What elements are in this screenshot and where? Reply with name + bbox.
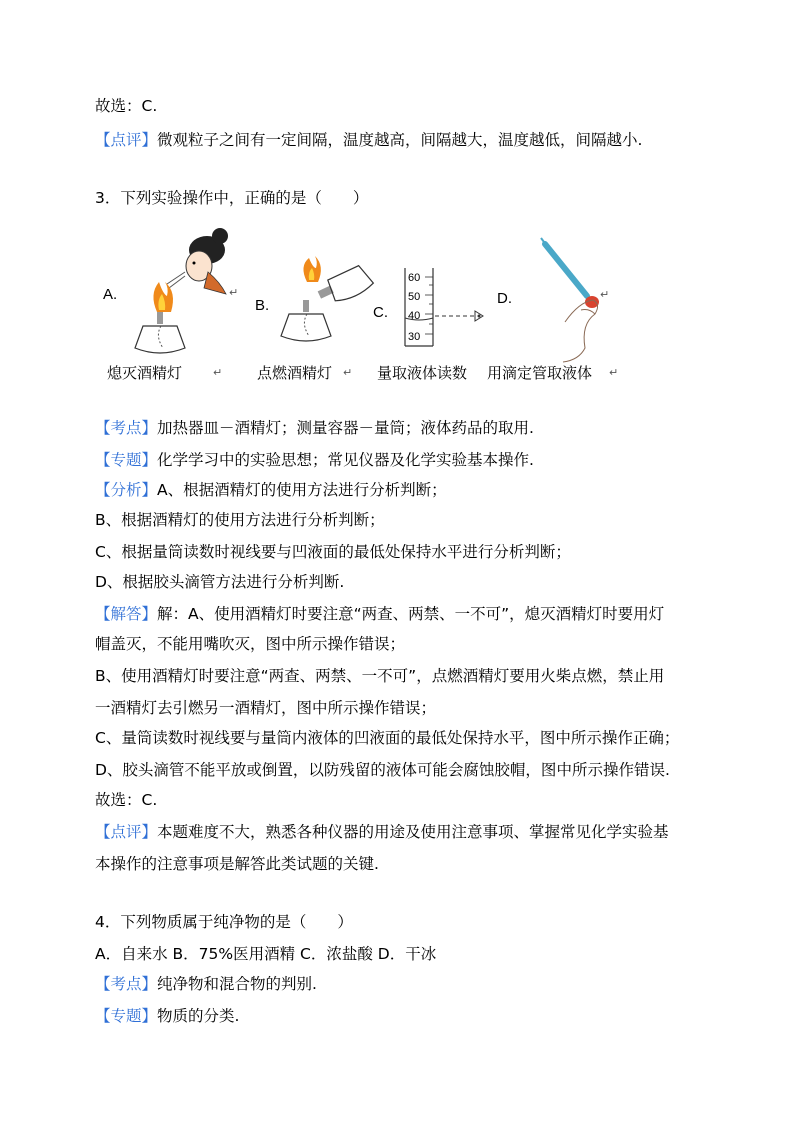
q4-kaodian-tag: 【考点】 [95,975,158,993]
jieda-line-4: C、量筒读数时视线要与量筒内液体的凹液面的最低处保持水平，图中所示操作正确； [95,729,680,747]
question-4-options: A．自来水 B．75%医用酒精 C．浓盐酸 D．干冰 [95,945,437,963]
comment-line: 【点评】微观粒子之间有一定间隔，温度越高，间隔越大，温度越低，间隔越小. [95,131,643,149]
fenxi-line-d: D、根据胶头滴管方法进行分析判断. [95,573,345,591]
caption-b: 点燃酒精灯 [257,364,333,382]
option-d-image [541,238,599,362]
jieda-line-1: 帽盖灭，不能用嘴吹灭，图中所示操作错误； [95,635,406,653]
fenxi-line: 【分析】A、根据酒精灯的使用方法进行分析判断； [95,481,447,499]
experiment-figure [95,222,635,392]
caption-d: 用滴定管取液体 [487,364,593,382]
option-c-image [405,268,483,346]
caption-a: 熄灭酒精灯 [107,364,183,382]
caption-c: 量取液体读数 [377,364,468,382]
question-4: 4．下列物质属于纯净物的是（ ） [95,913,353,931]
fenxi-line-b: B、根据酒精灯的使用方法进行分析判断； [95,511,385,529]
cylinder-tick-40: 40 [408,310,421,322]
dianping-tag: 【点评】 [95,823,158,841]
dianping-line-2: 本操作的注意事项是解答此类试题的关键. [95,855,379,873]
fenxi-tag: 【分析】 [95,481,158,499]
option-c-letter: C. [373,304,388,321]
q4-zhuanti-tag: 【专题】 [95,1007,158,1025]
question-3: 3．下列实验操作中，正确的是（ ） [95,189,369,207]
cylinder-tick-30: 30 [408,331,421,343]
kaodian-line: 【考点】加热器皿－酒精灯；测量容器－量筒；液体药品的取用. [95,419,534,437]
jieda-line: 【解答】解：A、使用酒精灯时要注意“两查、两禁、一不可”，熄灭酒精灯时要用灯 [95,605,665,623]
fenxi-line-c: C、根据量筒读数时视线要与凹液面的最低处保持水平进行分析判断； [95,543,571,561]
option-a-letter: A. [103,286,118,303]
return-mark: ↵ [609,366,619,379]
kaodian-tag: 【考点】 [95,419,158,437]
return-mark: ↵ [229,286,239,299]
option-b-letter: B. [255,297,270,314]
cylinder-tick-50: 50 [408,291,421,303]
q4-kaodian-line: 【考点】纯净物和混合物的判别. [95,975,317,993]
answer-line: 故选：C. [95,97,158,115]
zhuanti-line: 【专题】化学学习中的实验思想；常见仪器及化学实验基本操作. [95,451,534,469]
jieda-tag: 【解答】 [95,605,158,623]
return-mark: ↵ [213,366,223,379]
comment-tag: 【点评】 [95,131,158,149]
jieda-line-5: D、胶头滴管不能平放或倒置，以防残留的液体可能会腐蚀胶帽，图中所示操作错误. [95,761,670,779]
jieda-line-3: 一酒精灯去引燃另一酒精灯，图中所示操作错误； [95,699,437,717]
zhuanti-tag: 【专题】 [95,451,158,469]
return-mark: ↵ [343,366,353,379]
option-d-letter: D. [497,290,512,307]
jieda-line-2: B、使用酒精灯时要注意“两查、两禁、一不可”，点燃酒精灯要用火柴点燃，禁止用 [95,667,665,685]
option-b-image [281,256,375,341]
return-mark: ↵ [600,288,610,301]
cylinder-tick-60: 60 [408,272,421,284]
jieda-line-6: 故选：C. [95,791,158,809]
option-a-image [135,228,228,353]
q4-zhuanti-line: 【专题】物质的分类. [95,1007,240,1025]
dianping-line: 【点评】本题难度不大，熟悉各种仪器的用途及使用注意事项、掌握常见化学实验基 [95,823,669,841]
